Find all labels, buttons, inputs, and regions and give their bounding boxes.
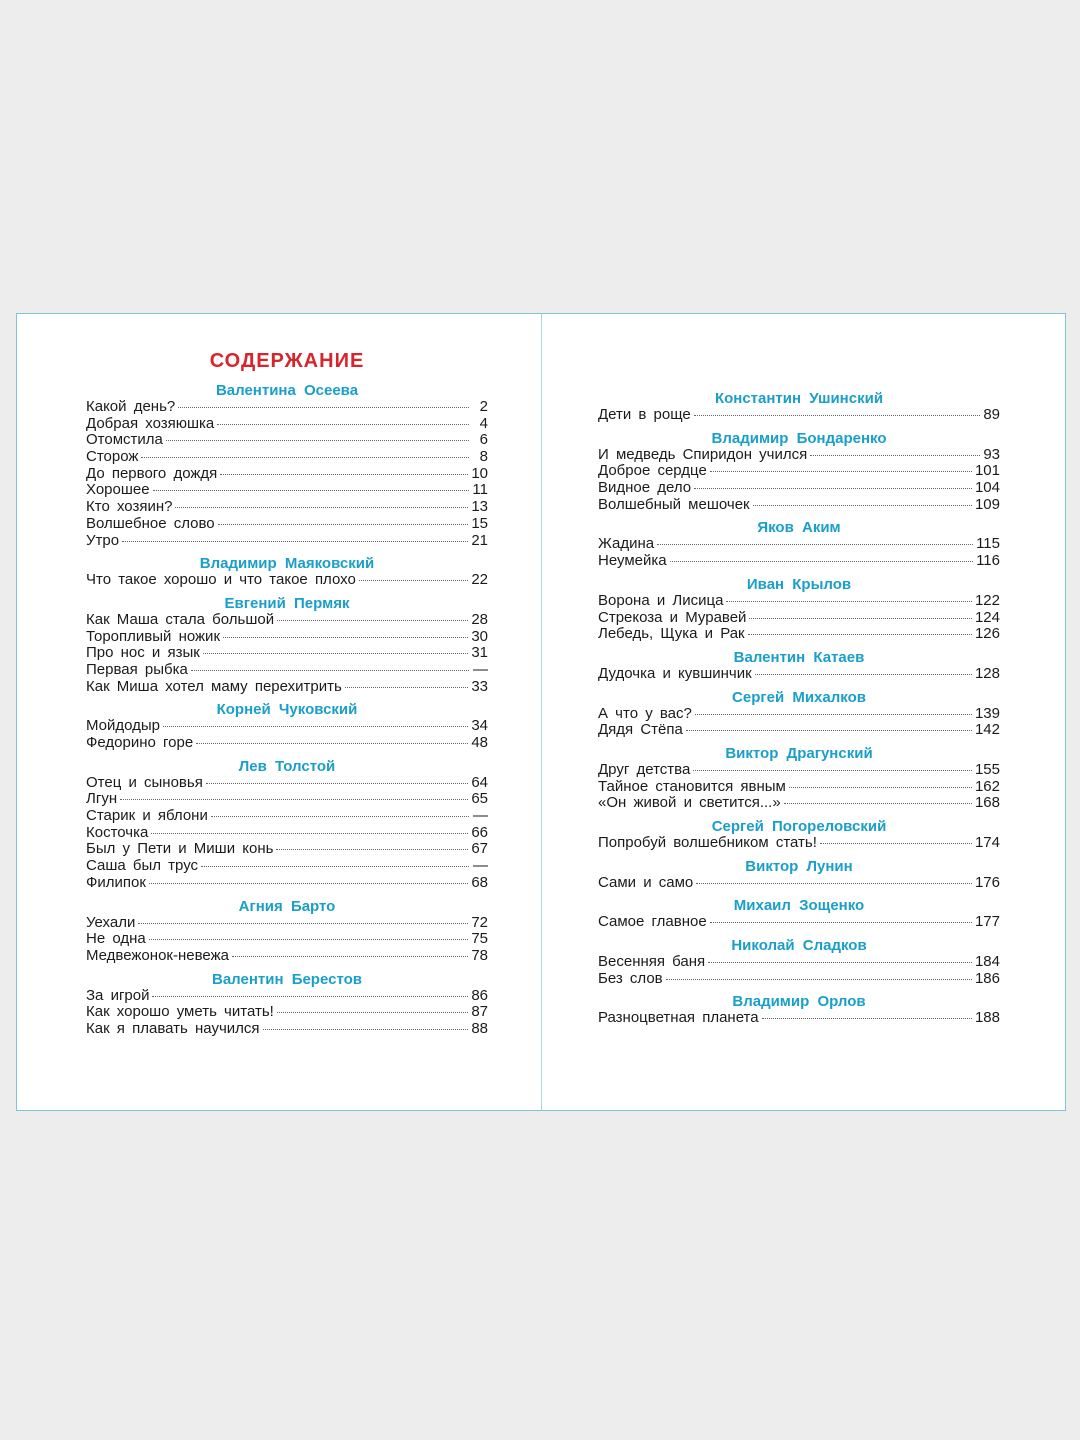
- toc-entry[interactable]: [86, 679, 488, 696]
- page-number: 21: [471, 531, 488, 549]
- page-number: 67: [471, 840, 488, 858]
- dot-leader: [201, 866, 469, 867]
- entry-title: Как я плавать научился: [86, 1019, 260, 1037]
- author-heading: Николай Сладков: [731, 937, 867, 955]
- entry-title: Косточка: [86, 823, 149, 841]
- page-number: 186: [974, 969, 1000, 987]
- page-number: 104: [974, 479, 1000, 497]
- dot-leader: [345, 687, 468, 688]
- page-number: 177: [974, 913, 1000, 931]
- dot-leader: [149, 939, 469, 940]
- page-number: —: [473, 807, 488, 825]
- dot-leader: [122, 541, 468, 542]
- entry-title: Как Маша стала большой: [86, 610, 275, 628]
- book-spread: [16, 313, 1066, 1111]
- page-number: 13: [471, 498, 488, 516]
- dot-leader: [748, 634, 972, 635]
- toc-entry[interactable]: [598, 722, 1000, 739]
- author-heading: Владимир Орлов: [732, 993, 866, 1011]
- toc-entry[interactable]: [86, 516, 488, 533]
- entry-title: Волшебное слово: [86, 514, 215, 532]
- page-number: 155: [974, 760, 1000, 778]
- toc-entry[interactable]: [86, 775, 488, 792]
- toc-entry[interactable]: [86, 1004, 488, 1021]
- dot-leader: [218, 524, 469, 525]
- dot-leader: [223, 637, 468, 638]
- entry-title: Что такое хорошо и что такое плохо: [86, 571, 356, 589]
- toc-entry[interactable]: [598, 447, 1000, 464]
- page-number: 89: [983, 406, 1000, 423]
- toc-entry[interactable]: [86, 612, 488, 629]
- dot-leader: [166, 440, 469, 441]
- author-heading: Сергей Михалков: [732, 688, 866, 706]
- dot-leader: [694, 488, 972, 489]
- page-number: 176: [974, 873, 1000, 891]
- page-number: 122: [974, 591, 1000, 609]
- toc-entry[interactable]: [598, 706, 1000, 723]
- entry-title: Стрекоза и Муравей: [598, 608, 747, 626]
- dot-leader: [151, 833, 468, 834]
- toc-entry[interactable]: [86, 482, 488, 499]
- toc-entry[interactable]: [86, 735, 488, 752]
- toc-entry[interactable]: [598, 463, 1000, 480]
- author-heading: Виктор Драгунский: [725, 744, 873, 762]
- page-number: 126: [974, 625, 1000, 643]
- dot-leader: [232, 956, 468, 957]
- dot-leader: [789, 787, 972, 788]
- page-number: 28: [471, 610, 488, 628]
- dot-leader: [206, 783, 468, 784]
- author-heading: Михаил Зощенко: [733, 897, 865, 915]
- dot-leader: [138, 923, 468, 924]
- page-number: 101: [974, 462, 1000, 480]
- page-number: 65: [471, 790, 488, 808]
- author-heading: Валентин Берестов: [211, 970, 362, 988]
- dot-leader: [211, 816, 469, 817]
- dot-leader: [203, 653, 468, 654]
- page-number: 142: [974, 721, 1000, 739]
- toc-entry[interactable]: [598, 762, 1000, 779]
- page-number: 184: [974, 953, 1000, 971]
- entry-title: Дядя Стёпа: [598, 721, 683, 739]
- page-number: —: [473, 857, 488, 875]
- author-heading: Лев Толстой: [238, 757, 336, 775]
- page-number: 75: [471, 930, 488, 948]
- entry-title: Утро: [86, 531, 120, 549]
- page-number: 22: [471, 571, 488, 589]
- page-number: 128: [974, 664, 1000, 682]
- toc-entry[interactable]: [598, 536, 1000, 553]
- toc-entry[interactable]: [598, 779, 1000, 796]
- page-number: 162: [974, 777, 1000, 795]
- dot-leader: [710, 471, 972, 472]
- author-heading: Евгений Пермяк: [224, 594, 350, 612]
- toc-entry[interactable]: [598, 626, 1000, 643]
- entry-title: Саша был трус: [86, 857, 199, 875]
- dot-leader: [220, 474, 468, 475]
- toc-entry[interactable]: [598, 1010, 1000, 1027]
- page-number: 188: [974, 1009, 1000, 1027]
- page-number: 2: [479, 398, 488, 415]
- dot-leader: [152, 996, 468, 997]
- dot-leader: [196, 743, 468, 744]
- toc-entry[interactable]: [598, 593, 1000, 610]
- page-number: 72: [471, 913, 488, 931]
- entry-title: Ворона и Лисица: [598, 591, 724, 609]
- entry-title: Весенняя баня: [598, 953, 706, 971]
- entry-title: Кто хозяин?: [86, 498, 173, 516]
- entry-title: Отец и сыновья: [86, 773, 203, 791]
- dot-leader: [149, 883, 468, 884]
- toc-entry[interactable]: [86, 466, 488, 483]
- toc-entry[interactable]: [86, 416, 488, 433]
- dot-leader: [657, 544, 973, 545]
- page-number: 168: [974, 794, 1000, 812]
- page-number: 93: [983, 445, 1000, 463]
- dot-leader: [695, 714, 972, 715]
- entry-title: Дудочка и кувшинчик: [598, 664, 752, 682]
- author-heading: Агния Барто: [238, 897, 336, 915]
- entry-title: А что у вас?: [598, 704, 692, 722]
- author-heading: Виктор Лунин: [745, 857, 853, 875]
- toc-entry[interactable]: [86, 399, 488, 416]
- page-number: —: [473, 660, 488, 678]
- entry-title: Жадина: [598, 535, 655, 553]
- toc-entry[interactable]: [86, 662, 488, 679]
- entry-title: Филипок: [86, 873, 146, 891]
- entry-title: Сторож: [86, 448, 139, 466]
- entry-title: Отомстила: [86, 431, 163, 449]
- toc-entry[interactable]: [86, 875, 488, 892]
- toc-entry[interactable]: [86, 948, 488, 965]
- page-number: 30: [471, 627, 488, 645]
- entry-title: Лебедь, Щука и Рак: [598, 625, 745, 643]
- dot-leader: [163, 726, 468, 727]
- dot-leader: [217, 424, 469, 425]
- dot-leader: [784, 803, 972, 804]
- dot-leader: [277, 620, 468, 621]
- toc-entry[interactable]: [86, 1021, 488, 1038]
- entry-title: За игрой: [86, 986, 150, 1004]
- dot-leader: [263, 1029, 469, 1030]
- entry-title: Разноцветная планета: [598, 1009, 759, 1027]
- page-number: 34: [471, 717, 488, 735]
- entry-title: Неумейка: [598, 552, 667, 570]
- toc-entry[interactable]: [86, 499, 488, 516]
- toc-entry[interactable]: [598, 795, 1000, 812]
- entry-title: Первая рыбка: [86, 660, 188, 678]
- dot-leader: [753, 505, 972, 506]
- entry-title: Добрая хозяюшка: [86, 414, 215, 432]
- book-fold: [541, 314, 542, 1110]
- dot-leader: [277, 1012, 468, 1013]
- entry-title: Старик и яблони: [86, 807, 208, 825]
- toc-entry[interactable]: [86, 572, 488, 589]
- entry-title: Как Миша хотел маму перехитрить: [86, 677, 342, 695]
- dot-leader: [276, 849, 468, 850]
- toc-entry[interactable]: [86, 791, 488, 808]
- dot-leader: [670, 561, 973, 562]
- page-number: 115: [976, 535, 1000, 553]
- page-number: 15: [471, 514, 488, 532]
- entry-title: Какой день?: [86, 398, 176, 415]
- toc-right: [598, 391, 1000, 1027]
- toc-entry[interactable]: [598, 954, 1000, 971]
- entry-title: Как хорошо уметь читать!: [86, 1003, 274, 1021]
- page-number: 31: [471, 644, 488, 662]
- toc-entry[interactable]: [86, 808, 488, 825]
- author-heading: Валентин Катаев: [733, 648, 865, 666]
- entry-title: Хорошее: [86, 481, 150, 499]
- dot-leader: [141, 457, 469, 458]
- toc-entry[interactable]: [598, 497, 1000, 514]
- entry-title: Тайное становится явным: [598, 777, 786, 795]
- author-heading: Валентина Осеева: [215, 382, 359, 399]
- toc-entry[interactable]: [598, 914, 1000, 931]
- toc-entry[interactable]: [598, 875, 1000, 892]
- author-heading: Владимир Маяковский: [199, 555, 375, 573]
- dot-leader: [810, 455, 980, 456]
- toc-entry[interactable]: [86, 449, 488, 466]
- dot-leader: [710, 922, 972, 923]
- page-number: 86: [471, 986, 488, 1004]
- entry-title: Уехали: [86, 913, 136, 931]
- dot-leader: [693, 770, 972, 771]
- page-number: 139: [974, 704, 1000, 722]
- page-number: 68: [471, 873, 488, 891]
- author-heading: Яков Аким: [757, 519, 841, 537]
- toc-entry[interactable]: [86, 841, 488, 858]
- dot-leader: [153, 490, 469, 491]
- entry-title: Медвежонок-невежа: [86, 946, 229, 964]
- dot-leader: [820, 843, 972, 844]
- toc-entry[interactable]: [86, 432, 488, 449]
- toc-entry[interactable]: [598, 666, 1000, 683]
- dot-leader: [694, 415, 981, 416]
- entry-title: Друг детства: [598, 760, 691, 778]
- entry-title: Торопливый ножик: [86, 627, 221, 645]
- entry-title: Доброе сердце: [598, 462, 707, 480]
- page-number: 48: [471, 734, 488, 751]
- dot-leader: [749, 618, 972, 619]
- dot-leader: [696, 883, 972, 884]
- entry-title: «Он живой и светится...»: [598, 794, 781, 812]
- entry-title: Мойдодыр: [86, 717, 161, 735]
- toc-entry[interactable]: [598, 407, 1000, 424]
- dot-leader: [686, 730, 972, 731]
- entry-title: Не одна: [86, 930, 146, 948]
- toc-entry[interactable]: [86, 988, 488, 1005]
- entry-title: Видное дело: [598, 479, 692, 497]
- toc-entry[interactable]: [598, 835, 1000, 852]
- author-heading: Константин Ушинский: [714, 390, 884, 407]
- entry-title: Без слов: [598, 969, 663, 987]
- toc-entry[interactable]: [86, 629, 488, 646]
- dot-leader: [175, 507, 468, 508]
- toc-entry[interactable]: [86, 645, 488, 662]
- toc-entry[interactable]: [86, 915, 488, 932]
- author-heading: Сергей Погореловский: [711, 818, 887, 835]
- entry-title: Федорино горе: [86, 734, 194, 751]
- toc-entry[interactable]: [86, 825, 488, 842]
- page-number: 87: [471, 1003, 488, 1021]
- toc-entry[interactable]: [598, 480, 1000, 497]
- entry-title: Был у Пети и Миши конь: [86, 840, 274, 858]
- entry-title: Самое главное: [598, 913, 707, 931]
- entry-title: Попробуй волшебником стать!: [598, 834, 817, 851]
- entry-title: Сами и само: [598, 873, 694, 891]
- page-number: 124: [974, 608, 1000, 626]
- page-number: 33: [471, 677, 488, 695]
- page-number: 6: [479, 431, 488, 449]
- page-number: 64: [471, 773, 488, 791]
- page-title: СОДЕРЖАНИЕ: [209, 350, 365, 372]
- page-number: 66: [471, 823, 488, 841]
- page-number: 4: [479, 414, 488, 432]
- page-number: 174: [974, 834, 1000, 851]
- page-number: 88: [471, 1019, 488, 1037]
- dot-leader: [708, 962, 972, 963]
- entry-title: И медведь Спиридон учился: [598, 445, 808, 463]
- dot-leader: [755, 674, 972, 675]
- entry-title: Дети в роще: [598, 406, 691, 423]
- page-number: 78: [471, 946, 488, 964]
- author-heading: Владимир Бондаренко: [711, 429, 887, 447]
- page-number: 11: [472, 481, 488, 499]
- author-heading: Иван Крылов: [746, 575, 852, 593]
- toc-entry[interactable]: [598, 971, 1000, 988]
- page-number: 8: [479, 448, 488, 466]
- page-number: 116: [976, 552, 1000, 570]
- toc-entry[interactable]: [86, 718, 488, 735]
- toc-entry[interactable]: [598, 610, 1000, 627]
- toc-entry[interactable]: [86, 858, 488, 875]
- dot-leader: [178, 407, 469, 408]
- entry-title: Про нос и язык: [86, 644, 200, 662]
- toc-entry[interactable]: [86, 533, 488, 550]
- toc-entry[interactable]: [86, 931, 488, 948]
- author-heading: Корней Чуковский: [216, 701, 358, 719]
- dot-leader: [120, 799, 468, 800]
- page-number: 109: [974, 495, 1000, 513]
- entry-title: До первого дождя: [86, 464, 218, 482]
- dot-leader: [191, 670, 469, 671]
- toc-entry[interactable]: [598, 553, 1000, 570]
- dot-leader: [726, 601, 972, 602]
- dot-leader: [666, 979, 972, 980]
- entry-title: Волшебный мешочек: [598, 495, 750, 513]
- page-number: 10: [471, 464, 488, 482]
- toc-left: [86, 383, 488, 1038]
- dot-leader: [762, 1018, 972, 1019]
- dot-leader: [359, 580, 468, 581]
- entry-title: Лгун: [86, 790, 118, 808]
